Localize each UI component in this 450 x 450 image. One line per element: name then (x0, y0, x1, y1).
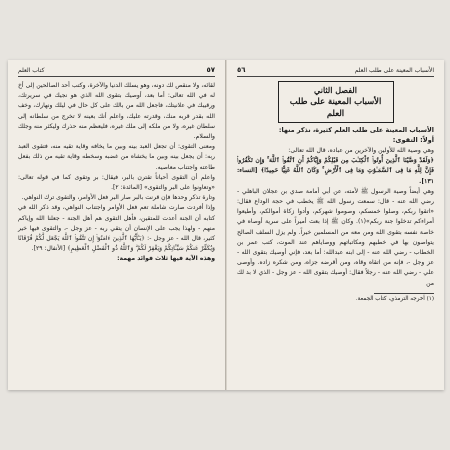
left-running-title: كتاب العلم (18, 66, 45, 74)
paragraph: لقائه، ولا منقص لك دونه، وهو يسلك الدنيا والآخرة، وكتب أحد الصالحين إلى أخ له في الله تعالى: أما بعد، أوصيك بتقوى الله الذي هو نجيك في سريرتك، ورقيبك في علانيتك، فاجعل الله من بالك على كل حال في ليلك ونهارك، وخف الله بقدر قربه منك، وقدرته عليك، واعلم أنك بعينه لا تخرج من سلطانه إلى سلطان غيره، ولا من ملكه إلى ملك غيره، فليعظم منه حذرك وليكثر منه وجلك والسلام. (18, 82, 215, 141)
left-page-number: ٥٧ (206, 66, 215, 74)
chapter-title-box (278, 81, 394, 123)
footnote: (١) أخرجه الترمذي، كتاب الجمعة. (355, 295, 434, 302)
right-page (226, 60, 444, 390)
paragraph: وإذا أفردت صارت شاملة تعم فعل الأوامر واجتناب النواهي، وقد ذكر الله في كتابه أن الجنة أعدت للمتقين، فأهل التقوى هم أهل الجنة - جعلنا الله وإياكم منهم - ولهذا يجب على الإنسان أن يتقي ربه - عز وجل -، والتقوى فيها خير كثير، قال الله - عز وجل -: ﴿يَـٰٓأَيُّهَا ٱلَّذِينَ ءَامَنُوٓا۟ إِن تَتَّقُوا۟ ٱللَّهَ يَجْعَل لَّكُمْ فُرْقَانًا وَيُكَفِّرْ عَنكُمْ سَيِّـَٔاتِكُمْ وَيَغْفِرْ لَكُمْ ۗ وَٱللَّهُ ذُو ٱلْفَضْلِ ٱلْعَظِيمِ﴾ [الأنفال: ٢٩]. (18, 204, 215, 253)
left-page-header (18, 66, 215, 77)
paragraph: ومعنى التقوى: أن تجعل العبد بينه وبين ما يخافه وقاية تقيه منه، فتقوى العبد ربه: أن يجعل بينه وبين ما يخشاه من غضبه وسخطه وقاية تقيه من ذلك بفعل طاعته واجتناب معاصيه. (18, 143, 215, 171)
book-spread (8, 60, 444, 390)
section-heading: أولاً: التقوى: (392, 136, 434, 144)
chapter-label: الفصل الثاني (314, 85, 357, 95)
paragraph: واعلم أن التقوى أحياناً تقترن بالبر، فيقال: بر وتقوى كما في قوله تعالى: «وتعاونوا على البر والتقوى» [المائدة: ٢]. (18, 173, 215, 192)
right-page-header (237, 66, 434, 77)
right-running-title: الأسباب المعينة على طلب العلم (354, 66, 434, 74)
chapter-intro: الأسباب المعينة على طلب العلم كثيرة، نذكر منها: (278, 126, 434, 134)
quran-verse: ﴿وَلَقَدْ وَصَّيْنَا ٱلَّذِينَ أُوتُوا۟ ٱلْكِتَـٰبَ مِن قَبْلِكُمْ وَإِيَّاكُمْ أَنِ ٱتَّقُوا۟ ٱللَّهَ ۚ وَإِن تَكْفُرُوا۟ فَإِنَّ لِلَّهِ مَا فِى ٱلسَّمَـٰوَٰتِ وَمَا فِى ٱلْأَرْضِ ۚ وَكَانَ ٱللَّهُ غَنِيًّا حَمِيدًا﴾ [النساء: ١٣١]. (237, 157, 434, 185)
left-page (8, 60, 226, 390)
closing-heading: وهذه الآية فيها ثلاث فوائد مهمة: (117, 255, 215, 263)
chapter-title: الأسباب المعينة على طلب العلم (289, 96, 382, 118)
footnote-divider (374, 293, 434, 294)
right-page-number: ٥٦ (237, 66, 246, 74)
paragraph: وتارة تذكر وحدها فإن قرنت بالبر صار البر فعل الأوامر، والتقوى ترك النواهي. (21, 194, 215, 202)
paragraph: وهي وصية الله للأولين والآخرين من عباده، قال الله تعالى: (288, 147, 434, 154)
right-page-body (237, 146, 434, 289)
paragraph: وهي أيضاً وصية الرسول ﷺ لأمته، عن أبي أمامة صدي بن عجلان الباهلي - رضي الله عنه - قال: سمعت رسول الله ﷺ يخطب في حجة الوداع فقال: «اتقوا ربكم، وصلوا خمسكم، وصوموا شهركم، وأدوا زكاة أموالكم، وأطيعوا أمراءكم تدخلوا جنة ربكم»(١). وكان ﷺ إذا بعث أميراً على سرية أوصاه في خاصة نفسه بتقوى الله ومن معه من المسلمين خيراً. ولم يزل السلف الصالح يتواصون بها في خطبهم ومكاتباتهم ووصاياهم عند الموت، كتب عمر بن الخطاب - رضي الله عنه - إلى ابنه عبدالله: أما بعد، فإني أوصيك بتقوى الله - عز وجل -، فإنه من اتقاه وقاه، ومن أقرضه جزاه، ومن شكره زاده. وأوصى علي - رضي الله عنه - رجلاً فقال: أوصيك بتقوى الله - عز وجل - الذي لا بد لك من (237, 187, 434, 287)
left-page-body (18, 81, 215, 265)
